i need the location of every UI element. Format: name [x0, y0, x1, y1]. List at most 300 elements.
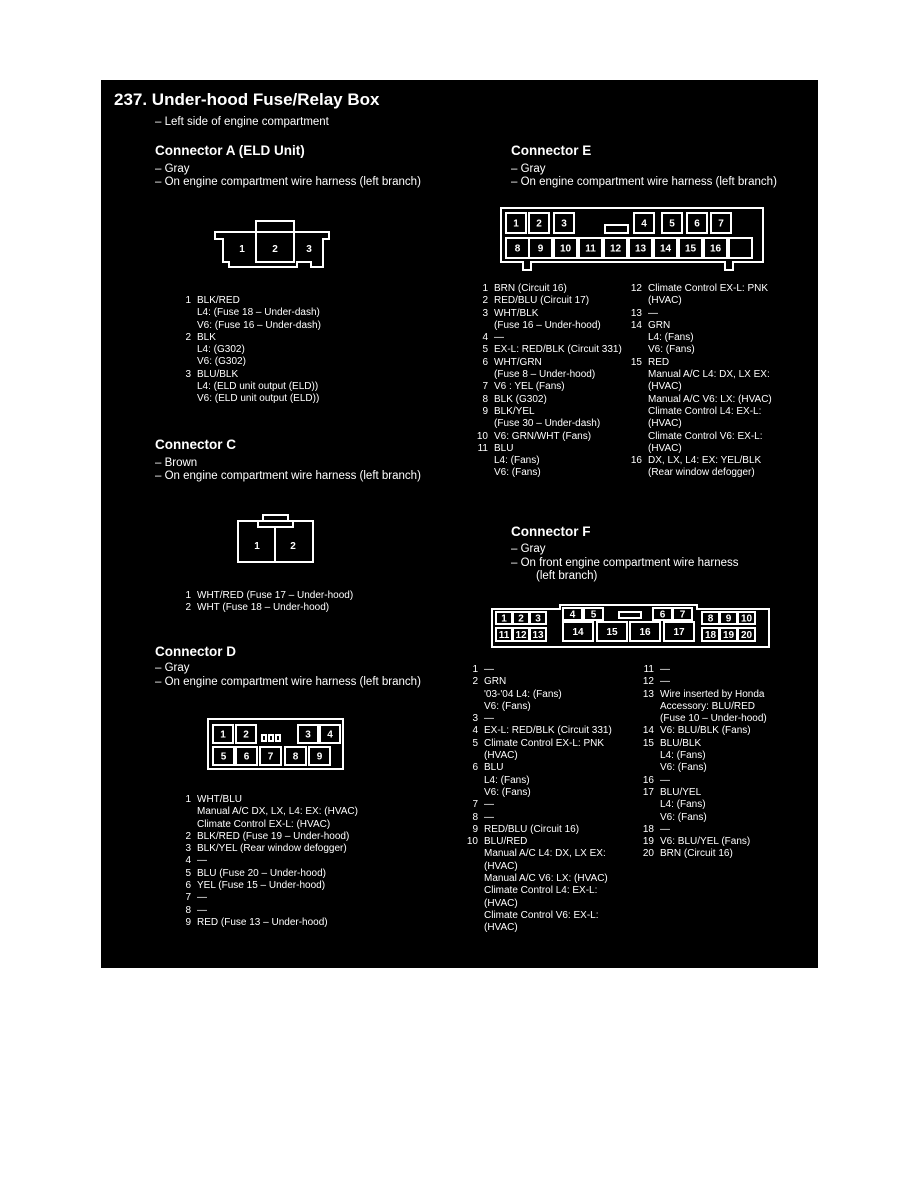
- connector-e-pin-list-right: [627, 283, 772, 480]
- pin-label: 2: [518, 613, 524, 625]
- pin-entry: [473, 295, 622, 307]
- pin-entry: [176, 843, 358, 855]
- pin-description: WHT (Fuse 18 – Under-hood): [197, 602, 330, 614]
- pin-label: 10: [559, 243, 572, 255]
- pin-description: '03-'04 L4: (Fans): [484, 688, 562, 700]
- pin-number: [627, 381, 648, 393]
- pin-description: L4: (G302): [197, 344, 245, 356]
- pin-entry: [627, 406, 772, 418]
- pin-description: BLU: [494, 442, 514, 454]
- pin-entry: [473, 406, 622, 418]
- pin-number: [627, 344, 648, 356]
- pin-entry: [627, 295, 772, 307]
- connector-d-pin-list: [176, 794, 358, 929]
- pin-number: [473, 455, 494, 467]
- pin-description: —: [484, 799, 494, 811]
- pin-entry: [176, 892, 358, 904]
- pin-description: V6: (Fans): [660, 762, 707, 774]
- pin-entry: [463, 787, 612, 799]
- pin-cavity: [729, 238, 752, 258]
- pin-label: 9: [316, 751, 323, 763]
- pin-label: 3: [561, 218, 567, 230]
- pin-number: [463, 885, 484, 897]
- connector-a-diagram: [209, 215, 339, 273]
- pin-entry: [176, 332, 321, 344]
- pin-number: 2: [185, 331, 191, 343]
- pin-entry: [639, 799, 767, 811]
- pin-description: Climate Control V6: EX-L:: [648, 430, 763, 442]
- pin-description: (HVAC): [648, 418, 682, 430]
- pin-number: [463, 787, 484, 799]
- pin-entry: [639, 725, 767, 737]
- pin-number: [639, 762, 660, 774]
- connector-e-cavities: [506, 213, 752, 258]
- pin-label: 16: [639, 627, 651, 638]
- pin-description: BLK/YEL (Rear window defogger): [197, 843, 347, 855]
- pin-entry: [639, 824, 767, 836]
- pin-entry: [463, 762, 612, 774]
- pin-entry: [473, 369, 622, 381]
- pin-number: [639, 799, 660, 811]
- pin-number: 6: [472, 762, 478, 774]
- pin-description: L4: (Fans): [494, 455, 540, 467]
- pin-number: 12: [642, 676, 654, 688]
- pin-description: EX-L: RED/BLK (Circuit 331): [484, 725, 612, 737]
- pin-number: [176, 393, 197, 405]
- pin-description: RED (Fuse 13 – Under-hood): [197, 916, 328, 928]
- pin-entry: [176, 381, 321, 393]
- pin-description: (HVAC): [484, 922, 518, 934]
- pin-number: 5: [472, 737, 478, 749]
- pin-entry: [463, 738, 612, 750]
- pin-description: (Fuse 30 – Under-dash): [494, 418, 601, 430]
- pin-description: RED/BLU (Circuit 16): [484, 823, 580, 835]
- connector-e-location: – On engine compartment wire harness (left branch): [511, 176, 777, 188]
- pin-entry: [627, 332, 772, 344]
- pin-entry: [463, 713, 612, 725]
- pin-description: V6: GRN/WHT (Fans): [494, 430, 592, 442]
- pin-label: 9: [537, 243, 544, 255]
- pin-label: 18: [704, 630, 717, 641]
- pin-description: L4: (Fans): [660, 799, 706, 811]
- pin-number: 14: [630, 319, 642, 331]
- pin-entry: [463, 922, 612, 934]
- pin-description: Manual A/C V6: LX: (HVAC): [484, 873, 608, 885]
- pin-label: 7: [718, 218, 724, 230]
- pin-number: 5: [482, 344, 488, 356]
- pin-number: 7: [482, 381, 488, 393]
- pin-number: 2: [185, 830, 191, 842]
- connector-c-diagram: [233, 510, 319, 565]
- pin-entry: [639, 848, 767, 860]
- pin-description: Accessory: BLU/RED: [660, 700, 756, 712]
- pin-number: 1: [185, 590, 191, 601]
- pin-label: 11: [585, 243, 596, 255]
- pin-cavity: [276, 735, 280, 741]
- pin-number: [473, 467, 494, 479]
- connector-c-color: – Brown: [155, 457, 198, 469]
- pin-number: 4: [472, 725, 478, 737]
- pin-description: V6: (Fans): [484, 700, 531, 712]
- pin-number: [627, 418, 648, 430]
- pin-description: WHT/GRN: [494, 356, 542, 368]
- pin-description: V6: BLU/YEL (Fans): [660, 836, 751, 848]
- pin-number: [463, 898, 484, 910]
- pin-number: 16: [630, 455, 642, 467]
- pin-number: 16: [642, 774, 654, 786]
- pin-entry: [627, 418, 772, 430]
- pin-entry: [176, 794, 358, 806]
- pin-description: Climate Control V6: EX-L:: [484, 909, 599, 921]
- pin-entry: [473, 283, 622, 295]
- pin-description: —: [484, 811, 494, 823]
- pin-description: BLU (Fuse 20 – Under-hood): [197, 867, 326, 879]
- pin-number: [627, 332, 648, 344]
- pin-entry: [176, 295, 321, 307]
- pin-label: 7: [679, 609, 686, 621]
- pin-description: V6: (Fuse 16 – Under-dash): [197, 319, 321, 331]
- pin-entry: [176, 868, 358, 880]
- pin-number: 2: [482, 295, 488, 307]
- pin-label: 3: [306, 244, 312, 255]
- pin-entry: [627, 431, 772, 443]
- pin-cavity: [262, 735, 266, 741]
- pin-number: 10: [466, 836, 478, 848]
- diagram-panel: [101, 80, 818, 968]
- pin-description: WHT/BLK: [494, 307, 539, 319]
- pin-description: BLU/YEL: [660, 786, 702, 798]
- pin-entry: [176, 590, 353, 602]
- pin-entry: [176, 831, 358, 843]
- pin-label: 10: [740, 613, 753, 625]
- pin-entry: [627, 394, 772, 406]
- pin-number: 1: [472, 664, 478, 675]
- connector-a-location: – On engine compartment wire harness (left branch): [155, 176, 421, 188]
- pin-description: V6: (G302): [197, 356, 246, 368]
- pin-entry: [176, 880, 358, 892]
- connector-e-color: – Gray: [511, 163, 546, 175]
- pin-entry: [639, 738, 767, 750]
- pin-number: [627, 467, 648, 479]
- pin-number: 10: [476, 430, 488, 442]
- pin-label: 4: [327, 729, 333, 741]
- pin-label: 6: [243, 751, 250, 763]
- pin-description: —: [660, 676, 670, 688]
- pin-number: 3: [472, 713, 478, 725]
- pin-entry: [639, 713, 767, 725]
- pin-description: BLK: [197, 331, 216, 343]
- pin-entry: [627, 320, 772, 332]
- pin-entry: [463, 664, 612, 676]
- pin-description: Manual A/C L4: DX, LX EX:: [648, 369, 770, 381]
- page-title: 237. Under-hood Fuse/Relay Box: [114, 90, 380, 109]
- connector-a-heading: Connector A (ELD Unit): [155, 143, 305, 158]
- pin-entry: [463, 725, 612, 737]
- pin-number: 15: [630, 356, 642, 368]
- connector-c-heading: Connector C: [155, 437, 236, 452]
- pin-entry: [627, 308, 772, 320]
- pin-entry: [473, 431, 622, 443]
- pin-number: [176, 819, 197, 831]
- pin-entry: [627, 344, 772, 356]
- pin-entry: [639, 812, 767, 824]
- pin-label: 17: [673, 627, 685, 638]
- pin-number: 14: [642, 725, 654, 737]
- pin-description: WHT/RED (Fuse 17 – Under-hood): [197, 590, 354, 601]
- pin-number: 12: [630, 283, 642, 294]
- pin-description: V6: (Fans): [660, 811, 707, 823]
- pin-entry: [473, 418, 622, 430]
- pin-number: 6: [185, 880, 191, 892]
- pin-label: 12: [515, 630, 527, 641]
- pin-description: BRN (Circuit 16): [494, 283, 567, 294]
- pin-entry: [463, 824, 612, 836]
- pin-description: —: [484, 713, 494, 725]
- pin-cavity: [269, 735, 273, 741]
- pin-label: 2: [272, 244, 278, 255]
- pin-entry: [463, 701, 612, 713]
- pin-entry: [639, 762, 767, 774]
- pin-number: [463, 775, 484, 787]
- pin-description: (HVAC): [484, 897, 518, 909]
- pin-number: 7: [472, 799, 478, 811]
- connector-c-location: – On engine compartment wire harness (left branch): [155, 470, 421, 482]
- pin-entry: [176, 917, 358, 929]
- pin-entry: [463, 848, 612, 860]
- pin-number: [463, 701, 484, 713]
- pin-description: WHT/BLU: [197, 794, 242, 805]
- pin-entry: [463, 689, 612, 701]
- pin-entry: [176, 320, 321, 332]
- pin-description: —: [197, 892, 207, 904]
- pin-entry: [627, 357, 772, 369]
- pin-description: —: [197, 904, 207, 916]
- pin-label: 15: [684, 243, 697, 255]
- pin-entry: [176, 602, 353, 614]
- pin-number: 17: [642, 786, 654, 798]
- pin-description: Manual A/C DX, LX, L4: EX: (HVAC): [197, 806, 358, 818]
- pin-description: (HVAC): [648, 381, 682, 393]
- pin-number: [463, 848, 484, 860]
- pin-label: 14: [572, 627, 584, 638]
- pin-description: V6: (Fans): [494, 467, 541, 479]
- pin-description: —: [660, 823, 670, 835]
- pin-number: 1: [185, 295, 191, 306]
- pin-description: Climate Control EX-L: PNK: [484, 737, 605, 749]
- pin-entry: [463, 873, 612, 885]
- pin-number: 13: [630, 307, 642, 319]
- pin-description: RED: [648, 356, 670, 368]
- pin-description: (Fuse 8 – Under-hood): [494, 369, 596, 381]
- pin-description: EX-L: RED/BLK (Circuit 331): [494, 344, 622, 356]
- pin-number: [473, 320, 494, 332]
- pin-description: Wire inserted by Honda: [660, 688, 765, 700]
- pin-number: [627, 394, 648, 406]
- pin-label: 2: [536, 218, 542, 230]
- connector-f-location-2: (left branch): [536, 570, 598, 582]
- pin-label: 5: [220, 751, 227, 763]
- pin-number: [463, 750, 484, 762]
- pin-entry: [176, 393, 321, 405]
- connector-c-pin-list: [176, 590, 353, 615]
- pin-entry: [639, 676, 767, 688]
- pin-number: 8: [185, 904, 191, 916]
- pin-description: BLU: [484, 762, 504, 774]
- pin-entry: [473, 381, 622, 393]
- pin-number: 11: [477, 442, 488, 454]
- pin-description: V6: BLU/BLK (Fans): [660, 725, 751, 737]
- pin-number: 8: [472, 811, 478, 823]
- connector-d-color: – Gray: [155, 662, 190, 674]
- pin-entry: [176, 344, 321, 356]
- pin-label: 4: [569, 609, 576, 621]
- pin-number: [176, 381, 197, 393]
- pin-number: 2: [185, 602, 191, 614]
- pin-entry: [463, 898, 612, 910]
- pin-entry: [176, 356, 321, 368]
- pin-entry: [176, 806, 358, 818]
- pin-description: L4: (ELD unit output (ELD)): [197, 381, 319, 393]
- pin-entry: [176, 819, 358, 831]
- pin-label: 4: [641, 218, 647, 230]
- pin-entry: [473, 308, 622, 320]
- pin-number: [463, 873, 484, 885]
- pin-number: 3: [482, 307, 488, 319]
- pin-number: [627, 443, 648, 455]
- pin-number: 19: [642, 836, 654, 848]
- pin-entry: [463, 885, 612, 897]
- pin-entry: [463, 836, 612, 848]
- connector-d-location: – On engine compartment wire harness (left branch): [155, 676, 421, 688]
- connector-d-heading: Connector D: [155, 644, 236, 659]
- pin-number: 18: [642, 823, 654, 835]
- pin-description: —: [648, 307, 658, 319]
- pin-number: 9: [185, 916, 191, 928]
- pin-description: V6: (Fans): [648, 344, 695, 356]
- pin-number: [176, 356, 197, 368]
- pin-entry: [473, 357, 622, 369]
- pin-entry: [473, 455, 622, 467]
- pin-label: 8: [514, 243, 521, 255]
- pin-entry: [639, 787, 767, 799]
- pin-number: [473, 369, 494, 381]
- pin-number: 11: [643, 664, 654, 675]
- pin-number: 15: [642, 737, 654, 749]
- pin-label: 6: [694, 218, 700, 230]
- pin-description: (HVAC): [484, 750, 518, 762]
- pin-entry: [639, 689, 767, 701]
- connector-d-diagram: [205, 716, 347, 774]
- pin-entry: [639, 750, 767, 762]
- pin-entry: [473, 332, 622, 344]
- pin-number: [639, 713, 660, 725]
- pin-label: 19: [722, 630, 735, 641]
- pin-description: V6: (ELD unit output (ELD)): [197, 393, 320, 405]
- connector-f-pin-list-right: [639, 664, 767, 861]
- pin-description: BLK (G302): [494, 393, 547, 405]
- pin-entry: [463, 799, 612, 811]
- pin-label: 1: [220, 729, 226, 741]
- pin-entry: [473, 320, 622, 332]
- connector-e-diagram: [497, 204, 767, 274]
- pin-description: —: [197, 855, 207, 867]
- connector-f-heading: Connector F: [511, 524, 591, 539]
- pin-description: GRN: [484, 676, 507, 688]
- pin-entry: [176, 307, 321, 319]
- pin-entry: [176, 369, 321, 381]
- pin-entry: [627, 381, 772, 393]
- pin-description: BRN (Circuit 16): [660, 848, 733, 860]
- pin-entry: [627, 467, 772, 479]
- pin-label: 1: [501, 613, 507, 625]
- pin-description: L4: (Fans): [484, 774, 530, 786]
- pin-label: 9: [725, 613, 732, 625]
- pin-description: (HVAC): [648, 295, 682, 307]
- pin-number: [463, 861, 484, 873]
- pin-label: 1: [239, 244, 245, 255]
- pin-label: 5: [590, 609, 597, 621]
- pin-entry: [627, 369, 772, 381]
- pin-entry: [176, 855, 358, 867]
- pin-label: 6: [659, 609, 666, 621]
- pin-number: 8: [482, 393, 488, 405]
- pin-description: GRN: [648, 319, 671, 331]
- pin-number: 6: [482, 356, 488, 368]
- pin-number: [176, 320, 197, 332]
- pin-label: 7: [267, 751, 274, 763]
- pin-description: BLU/RED: [484, 836, 528, 848]
- pin-description: (HVAC): [484, 860, 518, 872]
- connector-a-pin-list: [176, 295, 321, 406]
- pin-entry: [463, 775, 612, 787]
- pin-label: 1: [513, 218, 519, 230]
- pin-entry: [639, 775, 767, 787]
- pin-description: Manual A/C V6: LX: (HVAC): [648, 393, 772, 405]
- pin-label: 13: [634, 243, 647, 255]
- pin-label: 5: [669, 218, 675, 230]
- pin-number: 4: [482, 332, 488, 344]
- pin-description: —: [494, 332, 504, 344]
- pin-number: 1: [482, 283, 488, 294]
- pin-number: [176, 344, 197, 356]
- pin-number: 4: [185, 855, 191, 867]
- pin-number: [463, 922, 484, 934]
- pin-number: 13: [642, 688, 654, 700]
- pin-entry: [473, 443, 622, 455]
- pin-label: 8: [292, 751, 299, 763]
- pin-entry: [639, 701, 767, 713]
- pin-number: 3: [185, 368, 191, 380]
- pin-description: BLU/BLK: [197, 368, 239, 380]
- pin-description: —: [660, 664, 670, 675]
- connector-f-pin-list-left: [463, 664, 612, 935]
- pin-label: 2: [243, 729, 249, 741]
- pin-number: 2: [472, 676, 478, 688]
- connector-e-heading: Connector E: [511, 143, 592, 158]
- pin-number: [627, 295, 648, 307]
- pin-number: [627, 406, 648, 418]
- pin-description: (Rear window defogger): [648, 467, 755, 479]
- connector-e-pin-list-left: [473, 283, 622, 480]
- connector-a-color: – Gray: [155, 163, 190, 175]
- pin-label: 12: [609, 243, 622, 255]
- pin-entry: [627, 283, 772, 295]
- pin-description: Climate Control L4: EX-L:: [484, 885, 598, 897]
- pin-number: [639, 701, 660, 713]
- pin-description: (Fuse 10 – Under-hood): [660, 713, 767, 725]
- pin-number: [463, 910, 484, 922]
- pin-entry: [627, 455, 772, 467]
